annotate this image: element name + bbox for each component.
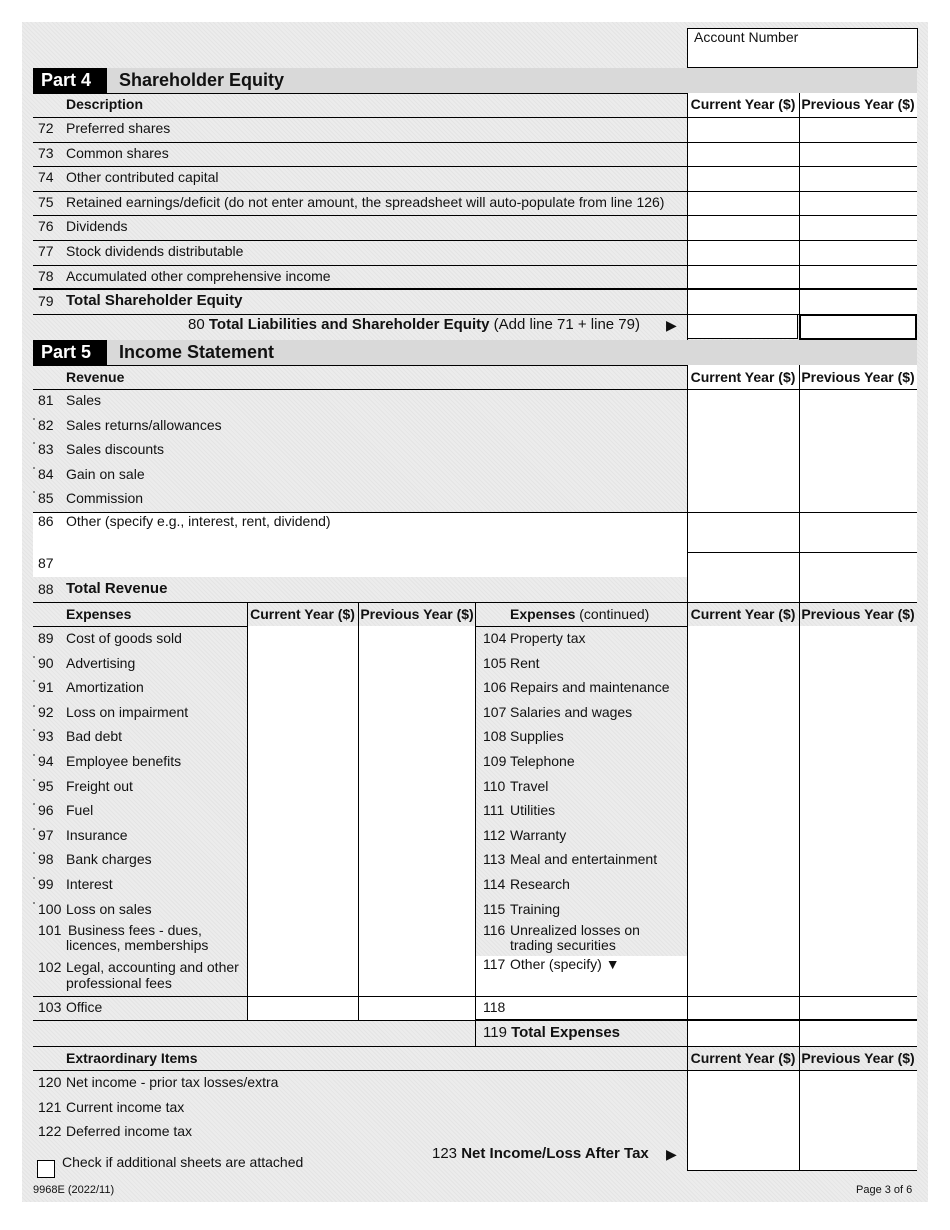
- line-101-number: 101: [38, 922, 62, 938]
- line-77-number: 77: [38, 243, 54, 259]
- line-74-current-field[interactable]: [688, 167, 798, 190]
- net-income-arrow: ▶: [666, 1146, 677, 1162]
- line-76-previous-field[interactable]: [800, 216, 916, 239]
- line-92-label: Loss on impairment: [66, 703, 189, 720]
- line-118-field[interactable]: [476, 997, 687, 1020]
- part4-col-current: Current Year ($): [690, 96, 796, 112]
- line-80-previous-field[interactable]: [799, 314, 917, 340]
- line-93-number: 93: [38, 728, 54, 745]
- line-89-label: Cost of goods sold: [66, 630, 182, 646]
- line-91-label: Amortization: [66, 679, 144, 696]
- extraordinary-col-current: Current Year ($): [690, 1050, 796, 1066]
- line-116-label-2: trading securities: [510, 937, 616, 953]
- line-83-number: 83: [38, 441, 54, 458]
- extraordinary-header: Extraordinary Items: [66, 1050, 198, 1066]
- line-86-number: 86: [38, 513, 54, 529]
- line-88-number: 88: [38, 581, 54, 597]
- extraordinary-col-previous: Previous Year ($): [801, 1050, 915, 1066]
- row-marker: [33, 418, 35, 420]
- line-72-current-field[interactable]: [688, 118, 798, 141]
- account-number-label: Account Number: [694, 29, 799, 45]
- line-75-current-field[interactable]: [688, 192, 798, 215]
- line-103-label: Office: [66, 999, 103, 1015]
- line-81-number: 81: [38, 392, 54, 408]
- line-109-label: Telephone: [510, 753, 575, 769]
- line-90-number: 90: [38, 654, 54, 671]
- line-87-number: 87: [38, 555, 54, 571]
- line-120-number: 120: [38, 1074, 62, 1090]
- expenses-left-col-previous: Previous Year ($): [360, 606, 474, 622]
- line-85-number: 85: [38, 490, 54, 507]
- line-121-label: Current income tax: [66, 1098, 185, 1115]
- line-109-number: 109: [483, 753, 507, 769]
- line-74-number: 74: [38, 169, 54, 186]
- line-117-number: 117: [483, 956, 506, 972]
- line-107-label: Salaries and wages: [510, 703, 633, 720]
- line-100-label: Loss on sales: [66, 900, 152, 917]
- expenses-continued-title: Expenses: [510, 606, 576, 622]
- row-marker: [33, 442, 35, 444]
- line-96-label: Fuel: [66, 802, 94, 819]
- total-expenses-label: [483, 1025, 620, 1041]
- line-112-label: Warranty: [510, 826, 567, 843]
- line-122-number: 122: [38, 1123, 62, 1140]
- line-116-label-1: Unrealized losses on: [510, 922, 640, 938]
- total-revenue-label: Total Revenue: [66, 580, 168, 597]
- line-94-label: Employee benefits: [66, 753, 182, 769]
- expenses-continued-suffix: (continued): [579, 606, 650, 622]
- line-115-label: Training: [510, 900, 561, 917]
- revenue-col-current: Current Year ($): [690, 369, 796, 385]
- line-86-label: Other (specify e.g., interest, rent, dividend): [66, 513, 331, 529]
- expenses-left-amount-columns: [247, 626, 475, 1020]
- line-97-label: Insurance: [66, 826, 128, 843]
- line-82-number: 82: [38, 416, 54, 433]
- expenses-right-col-previous: Previous Year ($): [801, 606, 915, 622]
- line-101-label-1: Business fees - dues,: [68, 922, 202, 938]
- line-115-number: 115: [483, 900, 506, 917]
- line-107-number: 107: [483, 703, 507, 720]
- line-78-current-field[interactable]: [688, 266, 798, 289]
- line-90-label: Advertising: [66, 654, 136, 671]
- line-84-label: Gain on sale: [66, 465, 145, 482]
- line-92-number: 92: [38, 703, 54, 720]
- total-expenses-title: Total Expenses: [511, 1024, 621, 1041]
- line-76-label: Dividends: [66, 218, 128, 235]
- line-72-previous-field[interactable]: [800, 118, 916, 141]
- line-78-label: Accumulated other comprehensive income: [66, 267, 331, 284]
- part5-title: Income Statement: [119, 342, 275, 362]
- line-116-number: 116: [483, 922, 506, 938]
- part4-col-description: Description: [66, 96, 144, 112]
- line-80-label: [188, 317, 640, 333]
- line-73-number: 73: [38, 144, 54, 161]
- line-75-label: Retained earnings/deficit (do not enter amount, the spreadsheet will auto-populate from line 126): [66, 193, 665, 210]
- line-100-number: 100: [38, 900, 62, 917]
- row-marker: [33, 705, 35, 707]
- part4-title: Shareholder Equity: [119, 70, 285, 90]
- line-81-label: Sales: [66, 392, 102, 408]
- line-84-number: 84: [38, 465, 54, 482]
- line-95-number: 95: [38, 777, 54, 794]
- expenses-continued-header: [510, 606, 649, 622]
- line-104-number: 104: [483, 630, 507, 646]
- line-105-number: 105: [483, 654, 507, 671]
- line-80-title: Total Liabilities and Shareholder Equity: [208, 316, 490, 333]
- total-shareholder-equity-label: Total Shareholder Equity: [66, 292, 243, 309]
- line-77-label: Stock dividends distributable: [66, 243, 244, 259]
- line-106-number: 106: [483, 679, 507, 696]
- line-123-number: 123: [432, 1145, 458, 1162]
- row-marker: [33, 754, 35, 756]
- revenue-header: Revenue: [66, 369, 125, 385]
- row-marker: [33, 491, 35, 493]
- line-89-number: 89: [38, 630, 54, 646]
- expenses-right-col-current: Current Year ($): [690, 606, 796, 622]
- line-94-number: 94: [38, 753, 54, 769]
- line-108-number: 108: [483, 728, 507, 745]
- row-marker: [33, 467, 35, 469]
- line-77-current-field[interactable]: [688, 241, 798, 264]
- line-78-previous-field[interactable]: [800, 266, 916, 289]
- line-76-current-field[interactable]: [688, 216, 798, 239]
- line-80-number: 80: [188, 316, 205, 333]
- line-93-label: Bad debt: [66, 728, 123, 745]
- line-98-label: Bank charges: [66, 851, 152, 868]
- line-102-label-1: Legal, accounting and other: [66, 959, 239, 975]
- row-marker: [33, 852, 35, 854]
- line-101-label-2: licences, memberships: [66, 937, 209, 953]
- line-72-number: 72: [38, 120, 54, 136]
- line-74-label: Other contributed capital: [66, 169, 219, 186]
- line-97-number: 97: [38, 826, 54, 843]
- line-75-previous-field[interactable]: [800, 192, 916, 215]
- line-98-number: 98: [38, 851, 54, 868]
- line-121-number: 121: [38, 1098, 62, 1115]
- row-marker: [33, 729, 35, 731]
- line-95-label: Freight out: [66, 777, 133, 794]
- row-marker: [33, 656, 35, 658]
- extraordinary-amount-columns: [687, 1071, 917, 1170]
- line-77-previous-field[interactable]: [800, 241, 916, 264]
- line-105-label: Rent: [510, 654, 540, 671]
- line-99-label: Interest: [66, 876, 113, 892]
- line-91-number: 91: [38, 679, 54, 696]
- revenue-col-previous: Previous Year ($): [801, 369, 915, 385]
- line-114-number: 114: [483, 876, 506, 892]
- line-83-label: Sales discounts: [66, 441, 165, 458]
- line-113-label: Meal and entertainment: [510, 851, 658, 868]
- row-marker: [33, 803, 35, 805]
- form-id: 9968E (2022/11): [33, 1184, 115, 1196]
- line-79-number: 79: [38, 293, 54, 309]
- row-marker: [33, 828, 35, 830]
- net-income-label: [432, 1146, 649, 1162]
- line-76-number: 76: [38, 218, 54, 235]
- line-113-number: 113: [483, 851, 506, 868]
- line-120-label: Net income - prior tax losses/extra: [66, 1074, 279, 1090]
- row-marker: [33, 877, 35, 879]
- part5-label: Part 5: [33, 340, 107, 365]
- additional-sheets-checkbox[interactable]: [37, 1160, 55, 1178]
- line-108-label: Supplies: [510, 728, 564, 745]
- line-85-label: Commission: [66, 490, 144, 507]
- line-72-label: Preferred shares: [66, 120, 171, 136]
- line-80-arrow: ▶: [666, 317, 677, 333]
- line-74-previous-field[interactable]: [800, 167, 916, 190]
- line-73-current-field[interactable]: [688, 143, 798, 166]
- line-117-label: Other (specify) ▼: [510, 956, 620, 972]
- line-87-field[interactable]: [33, 552, 687, 577]
- line-75-number: 75: [38, 193, 54, 210]
- line-103-number: 103: [38, 999, 62, 1015]
- line-122-label: Deferred income tax: [66, 1123, 193, 1140]
- line-104-label: Property tax: [510, 630, 586, 646]
- line-111-label: Utilities: [510, 802, 556, 819]
- additional-sheets-label: Check if additional sheets are attached: [62, 1154, 304, 1170]
- row-marker: [33, 779, 35, 781]
- line-99-number: 99: [38, 876, 54, 892]
- line-102-number: 102: [38, 959, 62, 975]
- line-119-number: 119: [483, 1024, 507, 1041]
- line-78-number: 78: [38, 267, 54, 284]
- line-82-label: Sales returns/allowances: [66, 416, 222, 433]
- revenue-amount-columns: [687, 365, 917, 602]
- part4-label: Part 4: [33, 68, 107, 93]
- line-80-note: (Add line 71 + line 79): [493, 316, 640, 333]
- part4-col-previous: Previous Year ($): [801, 96, 915, 112]
- line-110-number: 110: [483, 777, 506, 794]
- expenses-left-col-current: Current Year ($): [250, 606, 355, 622]
- line-111-number: 111: [483, 802, 505, 819]
- line-106-label: Repairs and maintenance: [510, 679, 670, 696]
- line-80-current-field[interactable]: [687, 314, 798, 339]
- line-112-number: 112: [483, 826, 506, 843]
- row-marker: [33, 680, 35, 682]
- net-income-title: Net Income/Loss After Tax: [461, 1145, 649, 1162]
- line-114-label: Research: [510, 876, 570, 892]
- expenses-right-amount-columns: [687, 626, 917, 1046]
- page-number: Page 3 of 6: [856, 1184, 913, 1196]
- line-96-number: 96: [38, 802, 54, 819]
- line-118-number: 118: [483, 999, 506, 1015]
- line-73-previous-field[interactable]: [800, 143, 916, 166]
- row-marker: [33, 902, 35, 904]
- expenses-header: Expenses: [66, 606, 132, 622]
- line-73-label: Common shares: [66, 144, 169, 161]
- line-102-label-2: professional fees: [66, 975, 172, 991]
- line-110-label: Travel: [510, 777, 549, 794]
